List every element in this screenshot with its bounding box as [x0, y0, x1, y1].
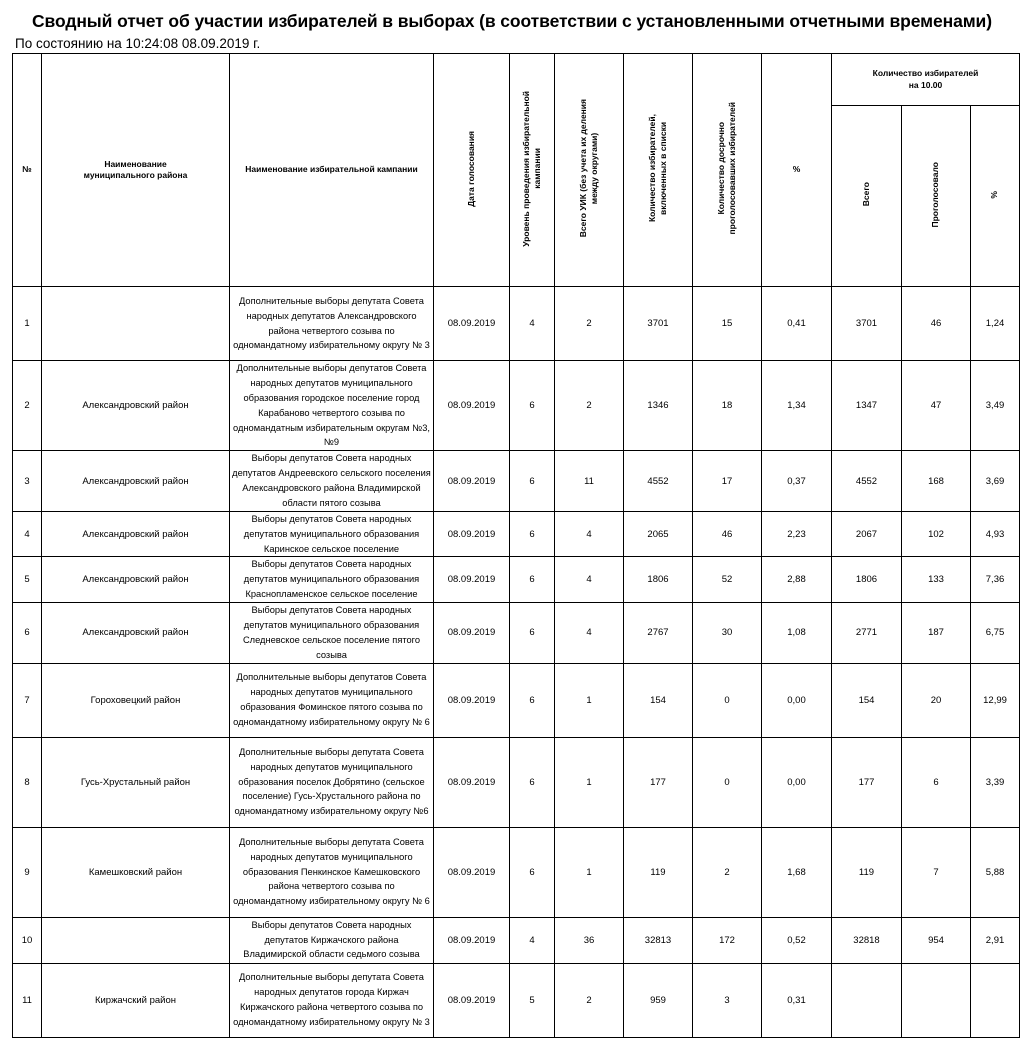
- cell-num: 3: [13, 451, 42, 512]
- cell-num: 10: [13, 917, 42, 963]
- cell-level: 6: [510, 663, 555, 737]
- col-header-level: Уровень проведения избирательной кампании: [510, 54, 555, 287]
- cell-date: 08.09.2019: [434, 827, 510, 917]
- col-header-date: Дата голосования: [434, 54, 510, 287]
- cell-num: 9: [13, 827, 42, 917]
- cell-total: 1347: [832, 361, 902, 451]
- cell-voted: 7: [902, 827, 971, 917]
- table-row: [13, 451, 1020, 512]
- cell-early: 172: [693, 917, 762, 963]
- cell-uik: 2: [555, 963, 624, 1037]
- cell-date: 08.09.2019: [434, 287, 510, 361]
- cell-early-pct: 2,23: [762, 511, 832, 557]
- cell-total: 154: [832, 663, 902, 737]
- cell-district: Александровский район: [42, 361, 230, 451]
- col-header-pct: %: [971, 106, 1020, 287]
- cell-early: 46: [693, 511, 762, 557]
- cell-level: 4: [510, 917, 555, 963]
- cell-date: 08.09.2019: [434, 737, 510, 827]
- cell-total: 4552: [832, 451, 902, 512]
- col-header-total: Всего: [832, 106, 902, 287]
- cell-voted: 168: [902, 451, 971, 512]
- cell-num: 7: [13, 663, 42, 737]
- cell-early: 30: [693, 603, 762, 664]
- cell-uik: 4: [555, 603, 624, 664]
- cell-campaign: Дополнительные выборы депутата Совета народных депутатов города Киржач Киржачского района четвертого созыва по одномандатному избирательному округу № 3: [230, 963, 434, 1037]
- cell-voted: 20: [902, 663, 971, 737]
- table-row: [13, 557, 1020, 603]
- cell-campaign: Дополнительные выборы депутата Совета народных депутатов Александровского района четвертого созыва по одномандатному избирательному округу № 3: [230, 287, 434, 361]
- cell-uik: 1: [555, 827, 624, 917]
- col-header-early-pct: %: [762, 54, 832, 287]
- cell-voters: 2767: [624, 603, 693, 664]
- cell-date: 08.09.2019: [434, 361, 510, 451]
- cell-uik: 36: [555, 917, 624, 963]
- cell-campaign: Выборы депутатов Совета народных депутатов муниципального образования Краснопламенское сельское поселение: [230, 557, 434, 603]
- table-row: [13, 737, 1020, 827]
- table-row: [13, 663, 1020, 737]
- cell-pct: 4,93: [971, 511, 1020, 557]
- cell-num: 4: [13, 511, 42, 557]
- cell-voters: 32813: [624, 917, 693, 963]
- cell-pct: 2,91: [971, 917, 1020, 963]
- cell-level: 6: [510, 557, 555, 603]
- cell-voted: 102: [902, 511, 971, 557]
- cell-early-pct: 0,37: [762, 451, 832, 512]
- cell-pct: 1,24: [971, 287, 1020, 361]
- cell-pct: 3,49: [971, 361, 1020, 451]
- cell-campaign: Выборы депутатов Совета народных депутатов муниципального образования Каринское сельское поселение: [230, 511, 434, 557]
- cell-uik: 2: [555, 361, 624, 451]
- col-header-uik: Всего УИК (без учета их деления между округами): [555, 54, 624, 287]
- cell-total: 2771: [832, 603, 902, 664]
- cell-total: 177: [832, 737, 902, 827]
- cell-uik: 2: [555, 287, 624, 361]
- cell-campaign: Дополнительные выборы депутата Совета народных депутатов муниципального образования поселок Добрятино (сельское поселение) Гусь-Хрустального района по одномандатному избирательному округу №6: [230, 737, 434, 827]
- cell-uik: 4: [555, 557, 624, 603]
- cell-campaign: Выборы депутатов Совета народных депутатов муниципального образования Следневское сельское поселение пятого созыва: [230, 603, 434, 664]
- cell-uik: 11: [555, 451, 624, 512]
- col-header-campaign: Наименование избирательной кампании: [230, 54, 434, 287]
- cell-early-pct: 0,31: [762, 963, 832, 1037]
- cell-num: 1: [13, 287, 42, 361]
- cell-pct: [971, 963, 1020, 1037]
- cell-date: 08.09.2019: [434, 963, 510, 1037]
- table-row: [13, 917, 1020, 963]
- cell-voters: 177: [624, 737, 693, 827]
- cell-voters: 3701: [624, 287, 693, 361]
- table-row: [13, 287, 1020, 361]
- table-row: [13, 511, 1020, 557]
- cell-district: Камешковский район: [42, 827, 230, 917]
- cell-date: 08.09.2019: [434, 663, 510, 737]
- report-timestamp: По состоянию на 10:24:08 08.09.2019 г.: [15, 36, 261, 51]
- cell-level: 6: [510, 361, 555, 451]
- cell-total: 3701: [832, 287, 902, 361]
- cell-voted: 954: [902, 917, 971, 963]
- cell-campaign: Дополнительные выборы депутата Совета народных депутатов муниципального образования Пенкинское Камешковского района четвертого созыва по одномандатному избирательному округу № 6: [230, 827, 434, 917]
- cell-voters: 119: [624, 827, 693, 917]
- cell-voted: 47: [902, 361, 971, 451]
- cell-uik: 4: [555, 511, 624, 557]
- cell-uik: 1: [555, 663, 624, 737]
- cell-level: 6: [510, 451, 555, 512]
- col-header-voters: Количество избирателей, включенных в списки: [624, 54, 693, 287]
- cell-voters: 4552: [624, 451, 693, 512]
- cell-early-pct: 0,00: [762, 663, 832, 737]
- cell-pct: 7,36: [971, 557, 1020, 603]
- cell-pct: 6,75: [971, 603, 1020, 664]
- cell-total: 119: [832, 827, 902, 917]
- cell-num: 11: [13, 963, 42, 1037]
- cell-pct: 5,88: [971, 827, 1020, 917]
- cell-voters: 154: [624, 663, 693, 737]
- cell-early-pct: 0,00: [762, 737, 832, 827]
- cell-pct: 3,39: [971, 737, 1020, 827]
- col-header-district: Наименование муниципального района: [42, 54, 230, 287]
- report-table: [12, 53, 1020, 1038]
- cell-num: 2: [13, 361, 42, 451]
- table-row: [13, 361, 1020, 451]
- cell-pct: 3,69: [971, 451, 1020, 512]
- col-header-group: Количество избирателей на 10.00: [832, 54, 1020, 106]
- cell-voted: 133: [902, 557, 971, 603]
- cell-num: 8: [13, 737, 42, 827]
- cell-early-pct: 0,41: [762, 287, 832, 361]
- cell-early-pct: 1,34: [762, 361, 832, 451]
- cell-early: 2: [693, 827, 762, 917]
- cell-early: 0: [693, 737, 762, 827]
- table-row: [13, 603, 1020, 664]
- cell-voted: 187: [902, 603, 971, 664]
- cell-level: 6: [510, 827, 555, 917]
- cell-district: Александровский район: [42, 511, 230, 557]
- cell-early-pct: 0,52: [762, 917, 832, 963]
- col-header-voted: Проголосовало: [902, 106, 971, 287]
- cell-num: 6: [13, 603, 42, 664]
- cell-level: 5: [510, 963, 555, 1037]
- cell-early: 3: [693, 963, 762, 1037]
- cell-district: Александровский район: [42, 557, 230, 603]
- cell-district: [42, 287, 230, 361]
- cell-district: Гусь-Хрустальный район: [42, 737, 230, 827]
- cell-early-pct: 2,88: [762, 557, 832, 603]
- cell-voted: [902, 963, 971, 1037]
- cell-early: 52: [693, 557, 762, 603]
- cell-total: [832, 963, 902, 1037]
- cell-level: 6: [510, 603, 555, 664]
- cell-total: 2067: [832, 511, 902, 557]
- cell-campaign: Выборы депутатов Совета народных депутатов Андреевского сельского поселения Александровского района Владимирской области пятого созыва: [230, 451, 434, 512]
- cell-district: Киржачский район: [42, 963, 230, 1037]
- table-row: [13, 963, 1020, 1037]
- cell-total: 1806: [832, 557, 902, 603]
- cell-district: Александровский район: [42, 451, 230, 512]
- report-title: Сводный отчет об участии избирателей в выборах (в соответствии с установленными отчетными временами): [32, 11, 992, 31]
- cell-campaign: Дополнительные выборы депутатов Совета народных депутатов муниципального образования городское поселение город Карабаново четвертого созыва по одномандатным избирательным округам №3, №9: [230, 361, 434, 451]
- cell-voters: 2065: [624, 511, 693, 557]
- cell-campaign: Выборы депутатов Совета народных депутатов Киржачского района Владимирской области седьмого созыва: [230, 917, 434, 963]
- cell-date: 08.09.2019: [434, 511, 510, 557]
- cell-voters: 1806: [624, 557, 693, 603]
- cell-voters: 1346: [624, 361, 693, 451]
- cell-campaign: Дополнительные выборы депутатов Совета народных депутатов муниципального образования Фоминское пятого созыва по одномандатному избирательному округу № 6: [230, 663, 434, 737]
- cell-district: [42, 917, 230, 963]
- cell-voted: 46: [902, 287, 971, 361]
- cell-date: 08.09.2019: [434, 917, 510, 963]
- cell-level: 4: [510, 287, 555, 361]
- table-row: [13, 827, 1020, 917]
- cell-total: 32818: [832, 917, 902, 963]
- cell-early-pct: 1,08: [762, 603, 832, 664]
- cell-date: 08.09.2019: [434, 451, 510, 512]
- col-header-num: №: [13, 54, 42, 287]
- cell-early: 15: [693, 287, 762, 361]
- cell-uik: 1: [555, 737, 624, 827]
- cell-num: 5: [13, 557, 42, 603]
- cell-early: 17: [693, 451, 762, 512]
- cell-date: 08.09.2019: [434, 603, 510, 664]
- cell-early: 18: [693, 361, 762, 451]
- cell-pct: 12,99: [971, 663, 1020, 737]
- cell-voted: 6: [902, 737, 971, 827]
- cell-voters: 959: [624, 963, 693, 1037]
- cell-level: 6: [510, 511, 555, 557]
- cell-early: 0: [693, 663, 762, 737]
- cell-early-pct: 1,68: [762, 827, 832, 917]
- col-header-early: Количество досрочно проголосовавших избирателей: [693, 54, 762, 287]
- cell-date: 08.09.2019: [434, 557, 510, 603]
- cell-district: Александровский район: [42, 603, 230, 664]
- cell-district: Гороховецкий район: [42, 663, 230, 737]
- cell-level: 6: [510, 737, 555, 827]
